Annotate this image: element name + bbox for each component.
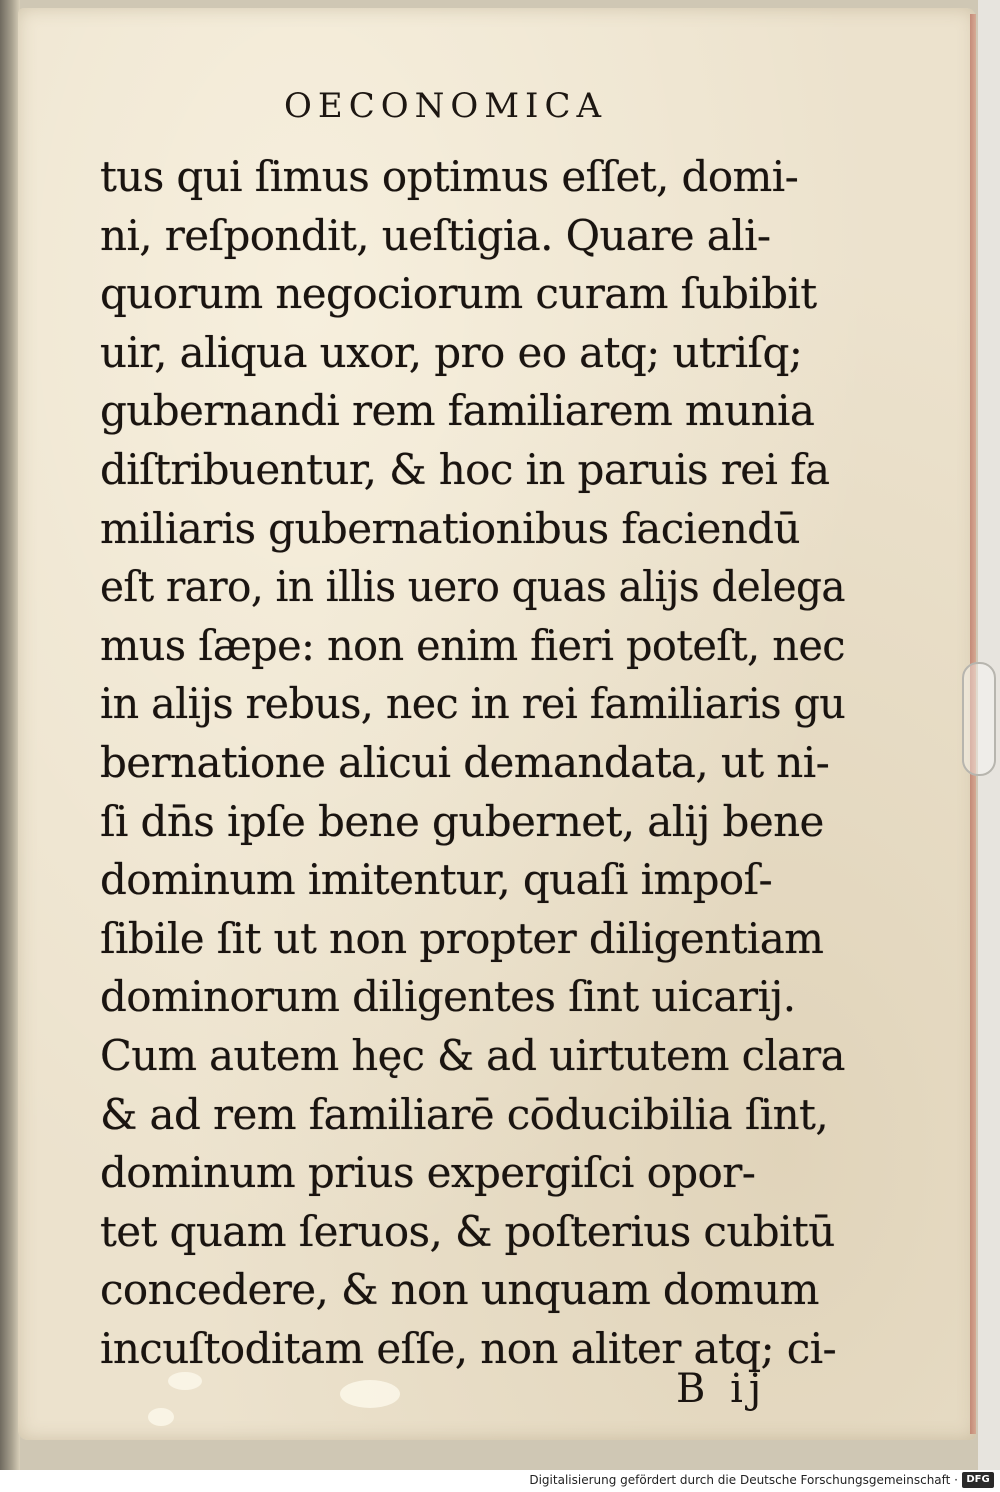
text-line: incuſtoditam eſſe, non aliter atq; ci‑ [100, 1323, 837, 1373]
text-line: in alijs rebus, nec in rei familiaris gu [100, 679, 846, 729]
text-line: miliaris gubernationibus faciendū [100, 503, 800, 553]
text-line: diſtribuentur, & hoc in paruis rei fa [100, 444, 830, 494]
text-line: dominorum diligentes ſint uicarij. [100, 972, 796, 1022]
text-line: mus ſæpe: non enim fieri poteſt, nec [100, 620, 845, 670]
text-line: Cum autem hęc & ad uirtutem clara [100, 1030, 845, 1080]
text-line: uir, aliqua uxor, pro eo atq; utriſq; [100, 327, 803, 377]
paper-stain [340, 1380, 400, 1408]
page-text [100, 148, 845, 1378]
text-line: eſt raro, in illis uero quas alijs delega [100, 562, 845, 612]
text-line: & ad rem familiarē cōducibilia ſint, [100, 1089, 829, 1139]
running-header: OECONOMICA [284, 86, 608, 126]
paper-stain [148, 1408, 174, 1426]
page-clip [962, 662, 996, 776]
text-line: concedere, & non unquam domum [100, 1265, 819, 1315]
book-binding-edge [0, 0, 20, 1470]
text-line: bernatione alicui demandata, ut ni‑ [100, 737, 830, 787]
text-line: dominum imitentur, quaſi impoſ‑ [100, 855, 773, 905]
digitization-footer [0, 1470, 1000, 1492]
text-line: tet quam ſeruos, & poſterius cubitū [100, 1206, 835, 1256]
text-line: ni, reſpondit, ueſtigia. Quare ali‑ [100, 210, 771, 260]
text-line: dominum prius expergiſci opor‑ [100, 1148, 756, 1198]
text-line: quorum negociorum curam ſubibit [100, 269, 817, 319]
dfg-logo: DFG [962, 1472, 994, 1488]
text-line: ſi dn̄s ipſe bene gubernet, alij bene [100, 796, 824, 846]
signature-mark: B ij [676, 1366, 768, 1412]
text-line: tus qui ſimus optimus eſſet, domi‑ [100, 152, 799, 201]
funding-credit: Digitalisierung gefördert durch die Deutsche Forschungsgemeinschaft · [529, 1473, 958, 1487]
text-line: ſibile ſit ut non propter diligentiam [100, 913, 824, 963]
text-line: gubernandi rem familiarem munia [100, 386, 815, 436]
